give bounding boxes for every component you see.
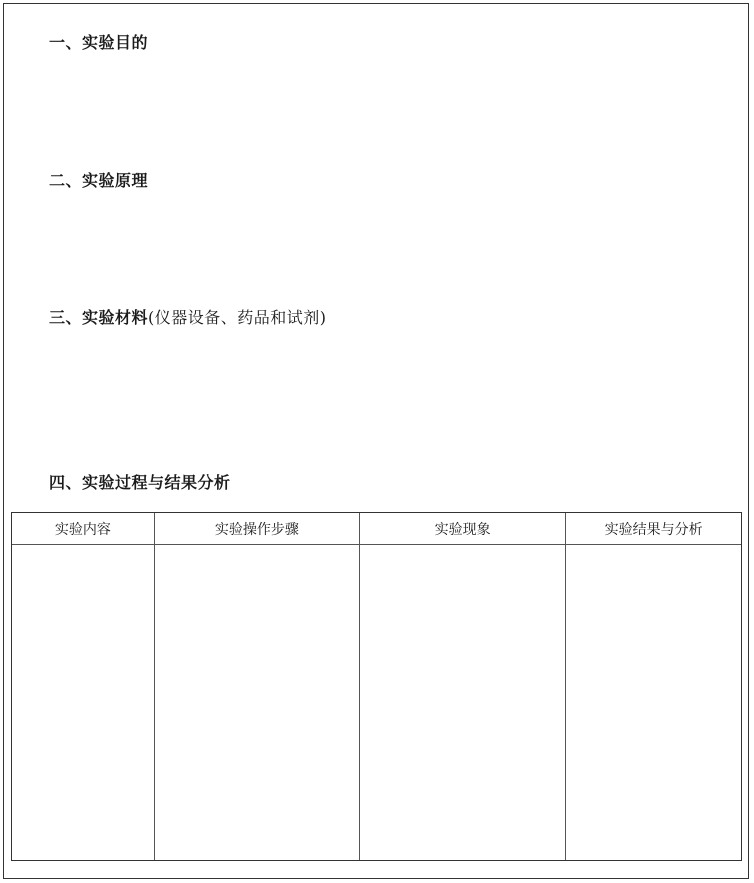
section-title-process: 四、实验过程与结果分析 (49, 473, 231, 492)
table-row (12, 545, 741, 861)
cell-results[interactable] (566, 545, 741, 861)
section-title-objective: 一、实验目的 (49, 33, 149, 52)
section-heading-objective (49, 30, 148, 53)
cell-phenomena[interactable] (359, 545, 565, 861)
header-results: 实验结果与分析 (566, 513, 741, 545)
table-header-row (12, 513, 741, 545)
section-title-principle: 二、实验原理 (49, 171, 149, 190)
record-table-frame (11, 512, 742, 861)
header-content: 实验内容 (12, 513, 154, 545)
cell-content[interactable] (12, 545, 154, 861)
section-subtitle-materials: (仪器设备、药品和试剂) (148, 308, 327, 327)
section-heading-process (49, 470, 231, 493)
section-title-materials: 三、实验材料 (49, 308, 149, 327)
section-heading-principle (49, 168, 148, 191)
record-table (12, 513, 741, 860)
header-steps: 实验操作步骤 (154, 513, 359, 545)
cell-steps[interactable] (154, 545, 359, 861)
header-phenomena: 实验现象 (359, 513, 565, 545)
section-heading-materials (49, 305, 327, 328)
